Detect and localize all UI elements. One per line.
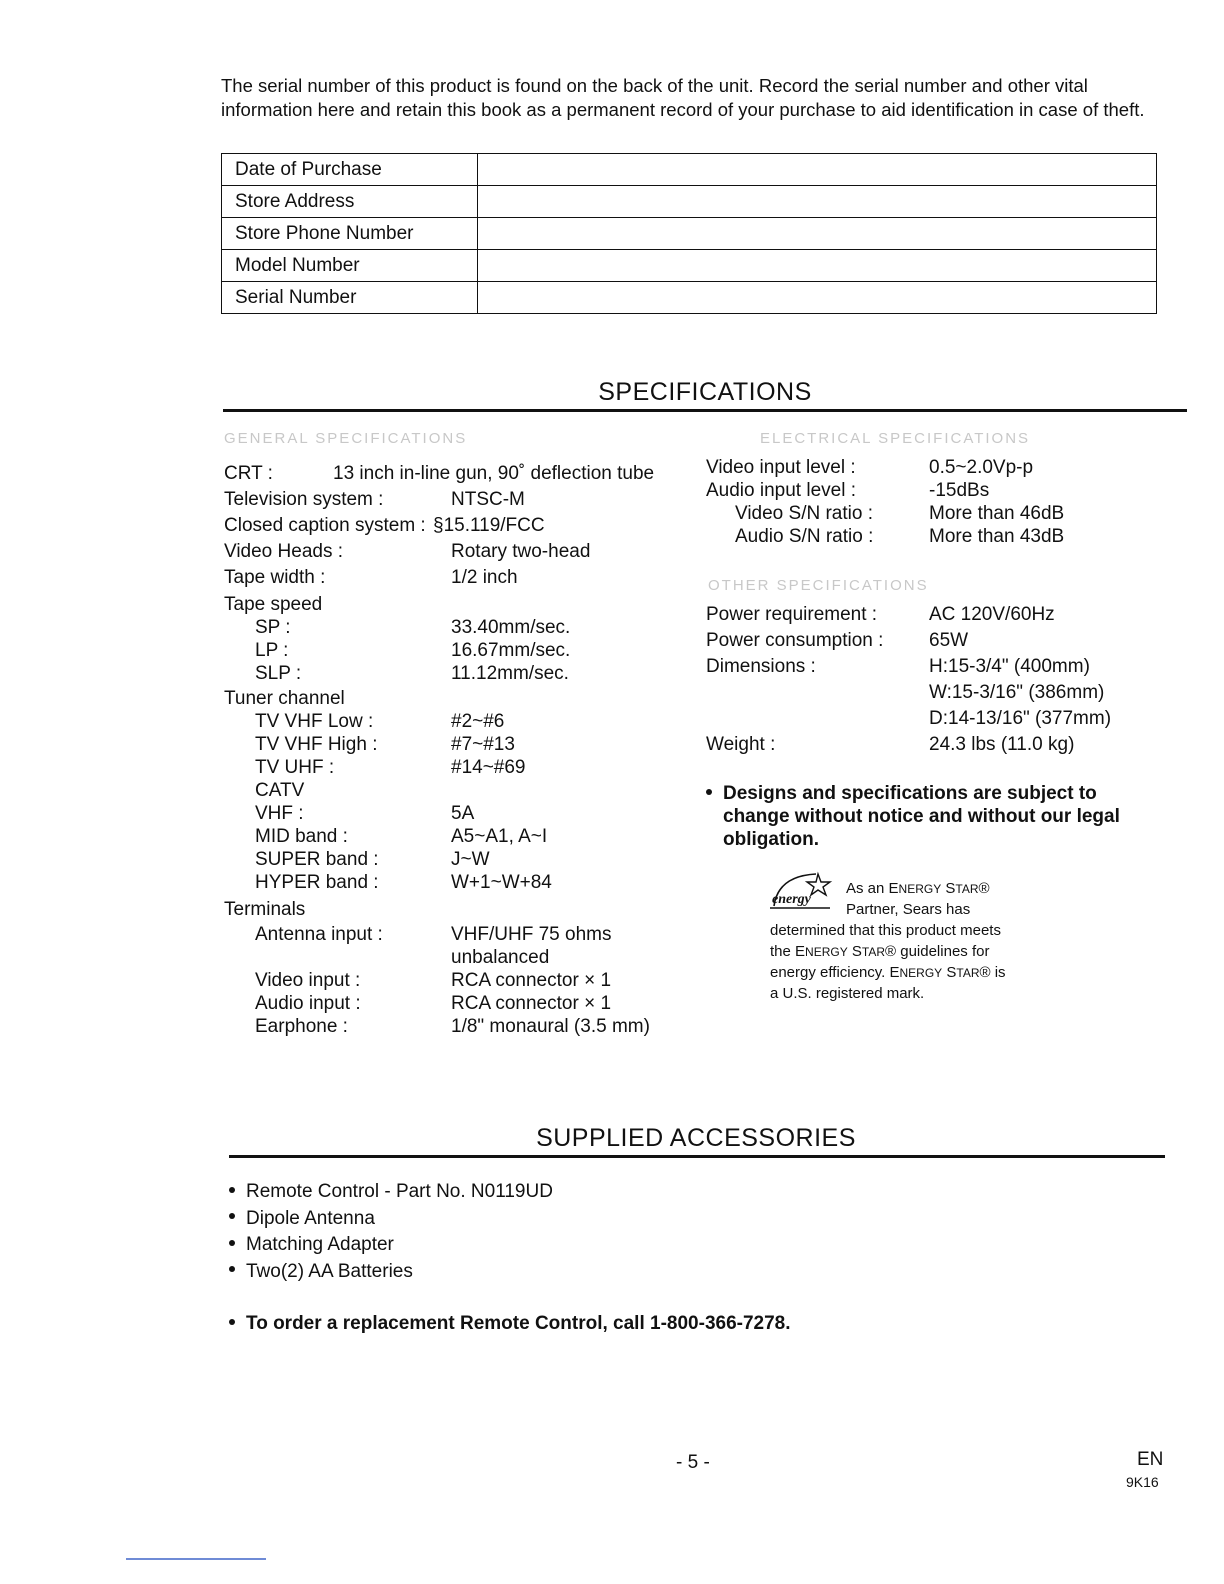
bullet-icon	[229, 1319, 235, 1325]
spec-label: Earphone :	[255, 1016, 348, 1037]
spec-value: Rotary two-head	[451, 541, 591, 562]
energy-star-line: As an ENERGY STAR®	[846, 880, 990, 897]
row-value-field[interactable]	[478, 154, 1157, 186]
document-code: 9K16	[1126, 1474, 1159, 1490]
spec-label: VHF :	[255, 803, 304, 824]
spec-label: Power requirement :	[706, 604, 878, 625]
spec-value: D:14-13/16" (377mm)	[929, 708, 1112, 729]
spec-label: TV VHF Low :	[255, 711, 374, 732]
spec-value: W+1~W+84	[451, 872, 552, 893]
spec-value: 5A	[451, 803, 475, 824]
bullet-icon	[229, 1266, 235, 1272]
spec-value: VHF/UHF 75 ohms	[451, 924, 612, 945]
spec-label: Closed caption system :	[224, 515, 426, 536]
page-edge-line	[126, 1558, 266, 1560]
spec-value: 24.3 lbs (11.0 kg)	[929, 734, 1075, 755]
spec-label: Audio S/N ratio :	[735, 526, 874, 547]
spec-label: LP :	[255, 640, 289, 661]
specs-notice: Designs and specifications are subject to change without notice and without our legal obligation.	[706, 782, 1120, 851]
spec-label: Video Heads :	[224, 541, 344, 562]
energy-star-line: Partner, Sears has	[846, 901, 971, 918]
spec-value: §15.119/FCC	[433, 515, 545, 536]
spec-label: SP :	[255, 617, 291, 638]
spec-value: unbalanced	[451, 947, 550, 968]
row-value-field[interactable]	[478, 250, 1157, 282]
bullet-icon	[229, 1213, 235, 1219]
spec-value: NTSC-M	[451, 489, 525, 510]
list-item: Dipole Antenna	[229, 1206, 553, 1233]
purchase-record-table	[221, 153, 1157, 314]
energy-star-line: the ENERGY STAR® guidelines for	[770, 943, 990, 960]
table-row	[222, 154, 1157, 186]
energy-star-line: energy efficiency. ENERGY STAR® is	[770, 964, 1006, 981]
intro-paragraph: The serial number of this product is found on the back of the unit. Record the serial number and other vital information here and retain this book as a permanent record of your purchase to aid identification in case of theft.	[221, 75, 1145, 120]
energy-star-icon	[768, 870, 840, 914]
spec-value: 16.67mm/sec.	[451, 640, 571, 661]
row-label: Date of Purchase	[222, 154, 478, 186]
bullet-icon	[229, 1187, 235, 1193]
general-specs-heading: GENERAL SPECIFICATIONS	[224, 430, 468, 447]
spec-value: RCA connector × 1	[451, 993, 612, 1014]
row-label: Serial Number	[222, 282, 478, 314]
order-note: To order a replacement Remote Control, call 1-800-366-7278.	[229, 1313, 791, 1335]
table-row	[222, 282, 1157, 314]
row-label: Model Number	[222, 250, 478, 282]
list-item: Remote Control - Part No. N0119UD	[229, 1179, 553, 1206]
row-label: Store Phone Number	[222, 218, 478, 250]
spec-value: #14~#69	[451, 757, 526, 778]
energy-star-logo	[768, 870, 840, 919]
list-item: Matching Adapter	[229, 1232, 553, 1259]
spec-value: 1/8" monaural (3.5 mm)	[451, 1016, 650, 1037]
spec-label: Video input level :	[706, 457, 856, 478]
specifications-title: SPECIFICATIONS	[598, 378, 812, 406]
svg-text:energy: energy	[772, 892, 811, 907]
row-value-field[interactable]	[478, 218, 1157, 250]
spec-value: 65W	[929, 630, 969, 651]
spec-label: Terminals	[224, 899, 306, 920]
bullet-icon	[229, 1240, 235, 1246]
other-specs-heading: OTHER SPECIFICATIONS	[708, 577, 929, 594]
spec-label: TV VHF High :	[255, 734, 378, 755]
table-row	[222, 250, 1157, 282]
spec-value: 13 inch in-line gun, 90˚ deflection tube	[333, 463, 655, 484]
list-item: Two(2) AA Batteries	[229, 1259, 553, 1286]
spec-label: SLP :	[255, 663, 302, 684]
spec-value: AC 120V/60Hz	[929, 604, 1055, 625]
spec-label: CATV	[255, 780, 305, 801]
spec-value: 1/2 inch	[451, 567, 518, 588]
spec-value: More than 46dB	[929, 503, 1065, 524]
spec-label: Television system :	[224, 489, 384, 510]
spec-value: 33.40mm/sec.	[451, 617, 571, 638]
table-row	[222, 218, 1157, 250]
spec-label: Antenna input :	[255, 924, 383, 945]
spec-value: A5~A1, A~I	[451, 826, 548, 847]
spec-label: HYPER band :	[255, 872, 379, 893]
spec-label: MID band :	[255, 826, 348, 847]
energy-star-line: determined that this product meets	[770, 922, 1001, 939]
spec-value: RCA connector × 1	[451, 970, 612, 991]
spec-value: -15dBs	[929, 480, 990, 501]
spec-value: 11.12mm/sec.	[451, 663, 569, 684]
spec-label: Video S/N ratio :	[735, 503, 874, 524]
spec-label: CRT :	[224, 463, 273, 484]
spec-value: H:15-3/4" (400mm)	[929, 656, 1090, 677]
bullet-icon	[706, 789, 712, 795]
table-row	[222, 186, 1157, 218]
accessories-rule	[229, 1155, 1165, 1158]
spec-label: TV UHF :	[255, 757, 335, 778]
spec-value: J~W	[451, 849, 490, 870]
row-value-field[interactable]	[478, 186, 1157, 218]
electrical-specs-heading: ELECTRICAL SPECIFICATIONS	[760, 430, 1031, 447]
spec-label: Weight :	[706, 734, 776, 755]
accessories-title: SUPPLIED ACCESSORIES	[536, 1124, 856, 1152]
spec-value: #7~#13	[451, 734, 515, 755]
spec-label: Tuner channel	[224, 688, 345, 709]
spec-label: Tape speed	[224, 594, 323, 615]
spec-value: More than 43dB	[929, 526, 1065, 547]
spec-label: Tape width :	[224, 567, 326, 588]
energy-star-line: a U.S. registered mark.	[770, 985, 925, 1002]
accessories-list	[229, 1179, 553, 1285]
spec-label: SUPER band :	[255, 849, 379, 870]
spec-value: W:15-3/16" (386mm)	[929, 682, 1105, 703]
spec-label: Dimensions :	[706, 656, 816, 677]
specifications-rule	[223, 409, 1187, 412]
page-number: - 5 -	[676, 1452, 710, 1473]
row-value-field[interactable]	[478, 282, 1157, 314]
spec-value: #2~#6	[451, 711, 505, 732]
spec-label: Audio input level :	[706, 480, 856, 501]
spec-value: 0.5~2.0Vp-p	[929, 457, 1034, 478]
spec-label: Power consumption :	[706, 630, 884, 651]
row-label: Store Address	[222, 186, 478, 218]
language-code: EN	[1137, 1449, 1164, 1470]
spec-label: Audio input :	[255, 993, 361, 1014]
spec-label: Video input :	[255, 970, 361, 991]
